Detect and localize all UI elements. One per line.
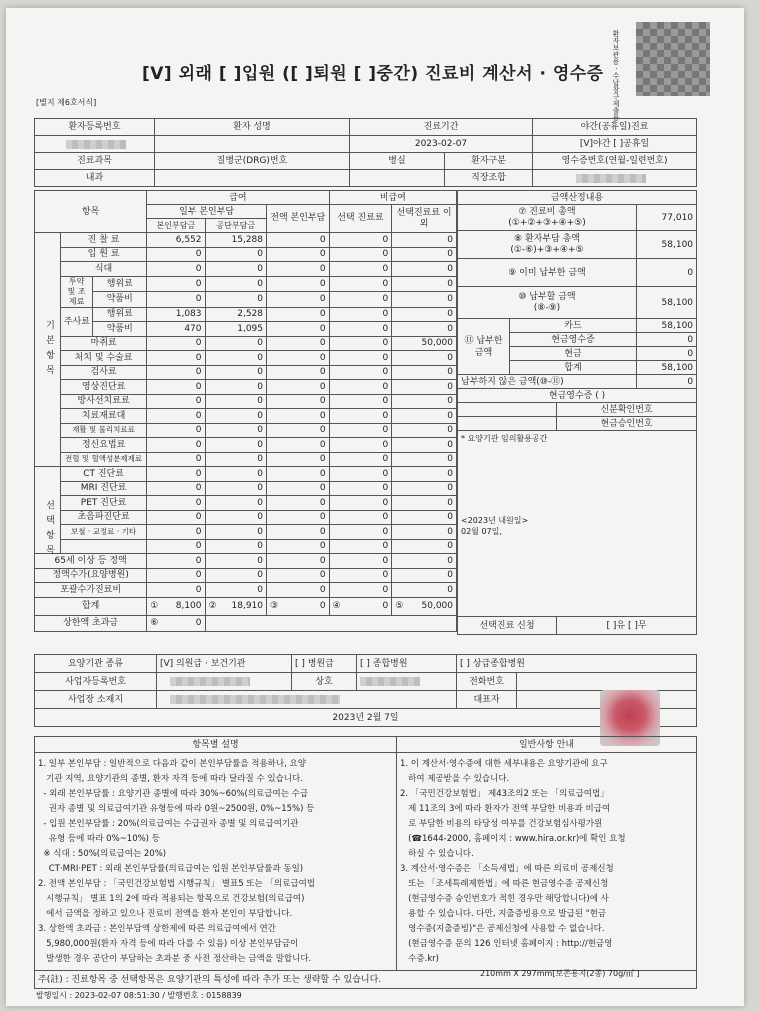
- row-value-d: 0: [329, 510, 392, 525]
- charge-row: [35, 583, 457, 598]
- note-line: 또는 「조세특례제한법」에 따른 현금영수증 공제신청: [400, 879, 609, 889]
- drg-label: 질병군(DRG)번호: [155, 153, 350, 170]
- row-value-e: 0: [392, 322, 457, 337]
- row-label: 식대: [60, 262, 146, 277]
- row-value-e: 0: [392, 247, 457, 262]
- drug-group-label: 투약 및 조제료: [60, 276, 92, 307]
- total-d: ④ 0: [329, 597, 392, 615]
- row-value-b: 0: [205, 336, 267, 351]
- row-value-b: 0: [205, 380, 267, 395]
- visit-date: 2023-02-07: [350, 136, 533, 153]
- row-label: CT 진단료: [60, 467, 146, 482]
- note-line: CT·MRI·PET : 외래 본인부담률(의료급여는 입원 본인부담률과 동일): [38, 864, 304, 874]
- row-value-a: 0: [147, 351, 205, 366]
- row-value-c: 0: [267, 452, 330, 467]
- charge-row: [35, 568, 457, 583]
- ceiling-label: 상한액 초과금: [35, 615, 147, 631]
- row-value-b: 0: [205, 247, 267, 262]
- note-line: 하여 제공받을 수 있습니다.: [400, 774, 510, 784]
- approval-label: 현금승인번호: [557, 417, 697, 431]
- partial-header: 일부 본인부담: [147, 205, 267, 219]
- charge-row: [35, 467, 457, 482]
- row-label: [60, 539, 146, 554]
- row-value-d: 0: [329, 262, 392, 277]
- row-value-e: 0: [392, 307, 457, 322]
- paper-spec: 210mm X 297mm[보존용지(2종) 70g/㎡ ]: [480, 969, 640, 978]
- row-value-a: 0: [147, 583, 205, 598]
- notes-left: [35, 753, 397, 971]
- note-line: 1. 일부 본인부담 : 일반적으로 다음과 같이 본인부담률을 적용하나, 요양: [38, 759, 306, 769]
- row-label: 약품비: [93, 322, 147, 337]
- id-label: 신분확인번호: [557, 403, 697, 417]
- row-value-d: 0: [329, 452, 392, 467]
- charge-row: [35, 481, 457, 496]
- row-value-c: 0: [267, 247, 330, 262]
- row-value-c: 0: [267, 496, 330, 511]
- row-label: PET 진단료: [60, 496, 146, 511]
- row-value-b: 0: [205, 351, 267, 366]
- note-line: 시행규칙」 별표 1의 2에 따라 적용되는 항목으로 건강보험(의료급여): [38, 894, 305, 904]
- row-value-e: 0: [392, 276, 457, 292]
- charge-row: [35, 409, 457, 424]
- row-value-d: 0: [329, 467, 392, 482]
- row-value-c: 0: [267, 583, 330, 598]
- row-value-b: 0: [205, 510, 267, 525]
- dept-label: 진료과목: [35, 153, 155, 170]
- receipt-label: 영수증번호(연월-일련번호): [533, 153, 697, 170]
- note-line: 하실 수 있습니다.: [400, 849, 474, 859]
- row-value-b: 0: [205, 452, 267, 467]
- calc-table: [457, 190, 697, 635]
- ceiling-value: ⑥ 0: [147, 615, 205, 631]
- row-label: 치료재료대: [60, 409, 146, 424]
- row-value-d: 0: [329, 409, 392, 424]
- note-line: 유형 등에 따라 0%~10%) 등: [38, 834, 160, 844]
- row-value-e: 0: [392, 583, 457, 598]
- row-label: 영상진단료: [60, 380, 146, 395]
- name-label: 상호: [292, 673, 357, 691]
- row-value-b: 15,288: [205, 233, 267, 248]
- cash-value: 0: [637, 347, 697, 361]
- patient-part-header: 본인부담금: [147, 219, 205, 233]
- charge-row: [35, 351, 457, 366]
- room-label: 병실: [350, 153, 445, 170]
- calc-due-value: 58,100: [637, 287, 697, 319]
- row-value-a: 0: [147, 423, 205, 438]
- calc-pay-label: ⑧ 환자부담 총액 (①-⑥)+③+④+⑤: [458, 231, 637, 259]
- row-value-c: 0: [267, 525, 330, 540]
- card-value: 58,100: [637, 319, 697, 333]
- optional-items-label: 선택항목: [44, 500, 54, 560]
- calc-pay-value: 58,100: [637, 231, 697, 259]
- inject-group-label: 주사료: [60, 307, 92, 336]
- row-label: 보철 · 교정료 · 기타: [60, 525, 146, 540]
- row-value-d: 0: [329, 539, 392, 554]
- select-apply-value: [ ]유 [ ]무: [557, 617, 697, 635]
- row-value-b: 0: [205, 539, 267, 554]
- row-value-d: 0: [329, 554, 392, 569]
- calc-due-label: ⑩ 납부할 금액 (⑧-⑨): [458, 287, 637, 319]
- side-note: 환자보관용 · 수납창구제출용: [612, 30, 620, 121]
- facility-table: [34, 654, 697, 727]
- row-value-b: 0: [205, 423, 267, 438]
- note-line: 2. 「국민건강보험법」 제43조의2 또는 「의료급여법」: [400, 789, 609, 799]
- row-value-c: 0: [267, 322, 330, 337]
- free-space: [458, 431, 697, 617]
- note-line: 로 부담한 비용의 타당성 여부를 건강보험심사평가원: [400, 819, 603, 829]
- row-label: 행위료: [93, 276, 147, 292]
- row-value-e: 0: [392, 452, 457, 467]
- rep-label: 대표자: [457, 691, 517, 709]
- sum-label: 합계: [510, 361, 637, 375]
- address-label: 사업장 소재지: [35, 691, 157, 709]
- row-value-c: 0: [267, 365, 330, 380]
- row-value-b: 0: [205, 409, 267, 424]
- footnote: 주(註) : 진료항목 중 선택항목은 요양기관의 특성에 따라 추가 또는 생략할 수 있습니다.: [35, 971, 697, 989]
- charge-row: [35, 365, 457, 380]
- row-value-a: 0: [147, 336, 205, 351]
- row-value-e: 0: [392, 568, 457, 583]
- row-label: MRI 진단료: [60, 481, 146, 496]
- row-value-c: 0: [267, 351, 330, 366]
- row-value-a: 0: [147, 276, 205, 292]
- row-value-b: 2,528: [205, 307, 267, 322]
- note-line: ※ 식대 : 50%(의료급여는 20%): [38, 849, 167, 859]
- row-value-e: 0: [392, 380, 457, 395]
- row-value-e: 0: [392, 554, 457, 569]
- charge-row: [35, 525, 457, 540]
- select-header: 선택 진료료: [329, 205, 392, 233]
- patient-no-label: 환자등록번호: [35, 119, 155, 136]
- note-line: 영수증(지출증빙)"은 공제신청에 사용할 수 없습니다.: [400, 924, 605, 934]
- row-value-a: 470: [147, 322, 205, 337]
- row-value-d: 0: [329, 307, 392, 322]
- note-line: 에서 금액을 정하고 있으나 진료비 전액을 환자 본인이 부담합니다.: [38, 909, 293, 919]
- note-line: (현금영수증 승인번호가 적힌 경우만 해당합니다)에 사: [400, 894, 609, 904]
- row-value-a: 0: [147, 539, 205, 554]
- charge-row: [35, 394, 457, 409]
- row-value-c: 0: [267, 438, 330, 453]
- notes-right: [397, 753, 697, 971]
- issue-info: 발행일시 : 2023-02-07 08:51:30 / 발행번호 : 0158839: [36, 991, 242, 1000]
- row-value-e: 0: [392, 423, 457, 438]
- basic-items-label: 기본항목: [44, 320, 54, 380]
- row-value-e: 0: [392, 394, 457, 409]
- cashrec-value: 0: [637, 333, 697, 347]
- row-value-a: 0: [147, 409, 205, 424]
- row-value-a: 0: [147, 554, 205, 569]
- row-label: 진 찰 료: [60, 233, 146, 248]
- row-value-e: 0: [392, 262, 457, 277]
- row-value-d: 0: [329, 496, 392, 511]
- row-value-a: 0: [147, 262, 205, 277]
- row-label: 입 원 료: [60, 247, 146, 262]
- cash-label: 현금: [510, 347, 637, 361]
- calc-paid-value: 0: [637, 259, 697, 287]
- calc-header: 금액산정내용: [458, 191, 697, 205]
- row-value-b: 0: [205, 525, 267, 540]
- row-value-a: 0: [147, 510, 205, 525]
- note-line: 2. 전액 본인부담 : 「국민건강보험법 시행규칙」 별표5 또는 「의료급여법: [38, 879, 315, 889]
- row-value-b: 0: [205, 496, 267, 511]
- charge-table: [34, 190, 457, 632]
- row-value-e: 0: [392, 438, 457, 453]
- insured-header: 급여: [147, 191, 329, 205]
- row-value-e: 0: [392, 539, 457, 554]
- facility-general: [ ] 종합병원: [357, 655, 457, 673]
- row-value-b: 0: [205, 365, 267, 380]
- issue-date: 2023년 2월 7일: [35, 709, 697, 727]
- row-value-e: 0: [392, 510, 457, 525]
- charge-row: [35, 292, 457, 308]
- row-value-b: 0: [205, 481, 267, 496]
- free-space-label: * 요양기관 임의활용공간: [461, 434, 548, 443]
- row-value-b: 0: [205, 394, 267, 409]
- row-value-a: 0: [147, 467, 205, 482]
- charge-row: [35, 380, 457, 395]
- row-value-d: 0: [329, 423, 392, 438]
- page-title: [V] 외래 [ ]입원 ([ ]퇴원 [ ]중간) 진료비 계산서 · 영수증: [142, 64, 604, 84]
- row-value-a: 0: [147, 496, 205, 511]
- row-value-d: 0: [329, 525, 392, 540]
- row-value-c: 0: [267, 336, 330, 351]
- row-value-c: 0: [267, 409, 330, 424]
- total-b: ② 18,910: [205, 597, 267, 615]
- row-value-b: 0: [205, 583, 267, 598]
- note-line: 1. 이 계산서·영수증에 대한 세부내용은 요양기관에 요구: [400, 759, 608, 769]
- row-value-d: 0: [329, 365, 392, 380]
- cashrec-label: 현금영수증: [510, 333, 637, 347]
- employer-label: 직장조합: [445, 170, 533, 187]
- facility-tertiary: [ ] 상급종합병원: [457, 655, 697, 673]
- row-label: 방사선치료료: [60, 394, 146, 409]
- row-label: 검사료: [60, 365, 146, 380]
- row-value-a: 0: [147, 247, 205, 262]
- charge-row: [35, 452, 457, 467]
- unpaid-value: 0: [637, 375, 697, 389]
- row-value-d: 0: [329, 568, 392, 583]
- dept-value: 내과: [35, 170, 155, 187]
- row-value-b: 0: [205, 554, 267, 569]
- row-value-b: 0: [205, 292, 267, 308]
- calc-total-value: 77,010: [637, 205, 697, 231]
- row-value-d: 0: [329, 276, 392, 292]
- full-header: 전액 본인부담: [267, 205, 330, 233]
- notes-right-title: 일반사항 안내: [397, 737, 697, 753]
- info-table: [34, 118, 697, 187]
- note-line: (☎1644-2000, 홈페이지 : www.hira.or.kr)에 확인 요청: [400, 834, 626, 844]
- row-value-c: 0: [267, 307, 330, 322]
- charge-row: [35, 262, 457, 277]
- note-line: - 입원 본인부담률 : 20%(의료급여는 수급권자 종별 및 의료급여기관: [38, 819, 299, 829]
- notes-left-title: 항목별 설명: [35, 737, 397, 753]
- row-value-a: 6,552: [147, 233, 205, 248]
- other-header: 선택진료료 이외: [392, 205, 457, 233]
- patient-name-label: 환자 성명: [155, 119, 350, 136]
- notes-table: [34, 736, 697, 989]
- row-value-e: 0: [392, 233, 457, 248]
- row-value-c: 0: [267, 467, 330, 482]
- row-value-b: 0: [205, 276, 267, 292]
- form-number: [별지 제6호서식]: [36, 98, 97, 107]
- note-line: (현금영수증 문의 126 인터넷 홈페이지 : http://현금영: [400, 939, 613, 949]
- row-value-a: 0: [147, 452, 205, 467]
- qr-code: [636, 22, 710, 96]
- row-value-c: 0: [267, 510, 330, 525]
- note-line: - 외래 본인부담률 : 요양기관 종별에 따라 30%~60%(의료급여는 수급: [38, 789, 309, 799]
- visit-memo: <2023년 내원일> 02월 07일,: [461, 516, 529, 536]
- row-label: 처치 및 수술료: [60, 351, 146, 366]
- row-value-c: 0: [267, 262, 330, 277]
- row-value-d: 0: [329, 247, 392, 262]
- row-value-c: 0: [267, 292, 330, 308]
- row-value-c: 0: [267, 394, 330, 409]
- row-value-e: 0: [392, 496, 457, 511]
- row-value-c: 0: [267, 380, 330, 395]
- note-line: 용할 수 있습니다. 다만, 지출증빙용으로 발급된 "현금: [400, 909, 607, 919]
- charge-row: [35, 423, 457, 438]
- row-value-d: 0: [329, 292, 392, 308]
- charge-row: [35, 438, 457, 453]
- row-value-e: 0: [392, 481, 457, 496]
- charge-row: [35, 276, 457, 292]
- facility-hospital: [ ] 병원급: [292, 655, 357, 673]
- card-label: 카드: [510, 319, 637, 333]
- note-line: 3. 상한액 초과금 : 본인부담액 상한제에 따른 의료급여에서 연간: [38, 924, 276, 934]
- cashreceipt-label: 현금영수증 ( ): [458, 389, 697, 403]
- row-value-a: 0: [147, 438, 205, 453]
- row-label: 약품비: [93, 292, 147, 308]
- facility-type-label: 요양기관 종류: [35, 655, 157, 673]
- note-line: 5,980,000원(환자 자격 등에 따라 다를 수 있음) 이상 본인부담금이: [38, 939, 299, 949]
- row-value-c: 0: [267, 539, 330, 554]
- calc-paid-label: ⑨ 이미 납부한 금액: [458, 259, 637, 287]
- row-value-a: 0: [147, 394, 205, 409]
- note-line: 제 11조의 3에 따라 환자가 전액 부담한 비용과 비급여: [400, 804, 611, 814]
- method-label: ⑪ 납부한 금액: [458, 319, 510, 375]
- period-label: 진료기간: [350, 119, 533, 136]
- row-value-e: 0: [392, 467, 457, 482]
- row-value-b: 0: [205, 438, 267, 453]
- total-label: 합계: [35, 597, 147, 615]
- row-value-d: 0: [329, 481, 392, 496]
- row-value-d: 0: [329, 322, 392, 337]
- row-value-d: 0: [329, 438, 392, 453]
- phone-label: 전화번호: [457, 673, 517, 691]
- uninsured-header: 비급여: [329, 191, 456, 205]
- total-a: ① 8,100: [147, 597, 205, 615]
- calc-total-label: ⑦ 진료비 총액 (①+②+③+④+⑤): [458, 205, 637, 231]
- row-value-e: 0: [392, 351, 457, 366]
- charge-row: [35, 496, 457, 511]
- item-header: 항목: [35, 191, 147, 233]
- biz-no-label: 사업자등록번호: [35, 673, 157, 691]
- public-part-header: 공단부담금: [205, 219, 267, 233]
- row-value-a: 0: [147, 568, 205, 583]
- charge-row: [35, 554, 457, 569]
- row-value-a: 0: [147, 481, 205, 496]
- row-value-b: 0: [205, 262, 267, 277]
- row-value-d: 0: [329, 583, 392, 598]
- row-value-c: 0: [267, 423, 330, 438]
- row-value-c: 0: [267, 554, 330, 569]
- row-value-d: 0: [329, 394, 392, 409]
- row-label: 전혈 및 혈액성분제제료: [60, 452, 146, 467]
- row-value-d: 0: [329, 380, 392, 395]
- row-label: 초음파진단료: [60, 510, 146, 525]
- row-label: 마취료: [60, 336, 146, 351]
- row-value-d: 0: [329, 233, 392, 248]
- unpaid-label: 납부하지 않은 금액(⑩-⑪): [458, 375, 637, 389]
- row-value-c: 0: [267, 276, 330, 292]
- note-line: 수증.kr): [400, 954, 439, 964]
- note-line: 3. 계산서·영수증은 「소득세법」에 따른 의료비 공제신청: [400, 864, 614, 874]
- select-apply-label: 선택진료 신청: [458, 617, 557, 635]
- row-value-a: 1,083: [147, 307, 205, 322]
- note-line: 권자 종별 및 의료급여기관 유형등에 따라 0원~2500원, 0%~15%) 등: [38, 804, 315, 814]
- row-value-a: 0: [147, 380, 205, 395]
- row-value-e: 0: [392, 292, 457, 308]
- row-value-b: 0: [205, 568, 267, 583]
- night-label: 야간(공휴일)진료: [533, 119, 697, 136]
- row-value-b: 0: [205, 467, 267, 482]
- charge-row: [35, 307, 457, 322]
- row-value-d: 0: [329, 351, 392, 366]
- charge-row: [35, 510, 457, 525]
- facility-clinic: [V] 의원급 · 보건기관: [157, 655, 292, 673]
- row-value-c: 0: [267, 568, 330, 583]
- night-value: [V]야간 [ ]공휴일: [533, 136, 697, 153]
- row-label: 정신요법료: [60, 438, 146, 453]
- row-label: 재활 및 물리치료료: [60, 423, 146, 438]
- sum-value: 58,100: [637, 361, 697, 375]
- row-label: 포괄수가진료비: [35, 583, 147, 598]
- row-value-a: 0: [147, 365, 205, 380]
- row-value-e: 50,000: [392, 336, 457, 351]
- type-label: 환자구분: [445, 153, 533, 170]
- charge-row: [35, 247, 457, 262]
- row-value-b: 1,095: [205, 322, 267, 337]
- row-value-e: 0: [392, 525, 457, 540]
- note-line: 발생한 경우 공단이 부담하는 초과분 중 사전 정산하는 금액을 말합니다.: [38, 954, 312, 964]
- charge-row: [35, 336, 457, 351]
- row-value-e: 0: [392, 409, 457, 424]
- row-label: 행위료: [93, 307, 147, 322]
- charge-row: [35, 322, 457, 337]
- total-c: ③ 0: [267, 597, 330, 615]
- row-label: 정액수가(요양병원): [35, 568, 147, 583]
- total-e: ⑤ 50,000: [392, 597, 457, 615]
- row-value-c: 0: [267, 481, 330, 496]
- row-value-a: 0: [147, 525, 205, 540]
- row-value-c: 0: [267, 233, 330, 248]
- row-value-d: 0: [329, 336, 392, 351]
- row-value-e: 0: [392, 365, 457, 380]
- row-label: 65세 이상 등 정액: [35, 554, 147, 569]
- charge-row: [35, 539, 457, 554]
- row-value-a: 0: [147, 292, 205, 308]
- note-line: 기관 지역, 요양기관의 종별, 환자 자격 등에 따라 달라질 수 있습니다.: [38, 774, 303, 784]
- charge-row: [35, 233, 457, 248]
